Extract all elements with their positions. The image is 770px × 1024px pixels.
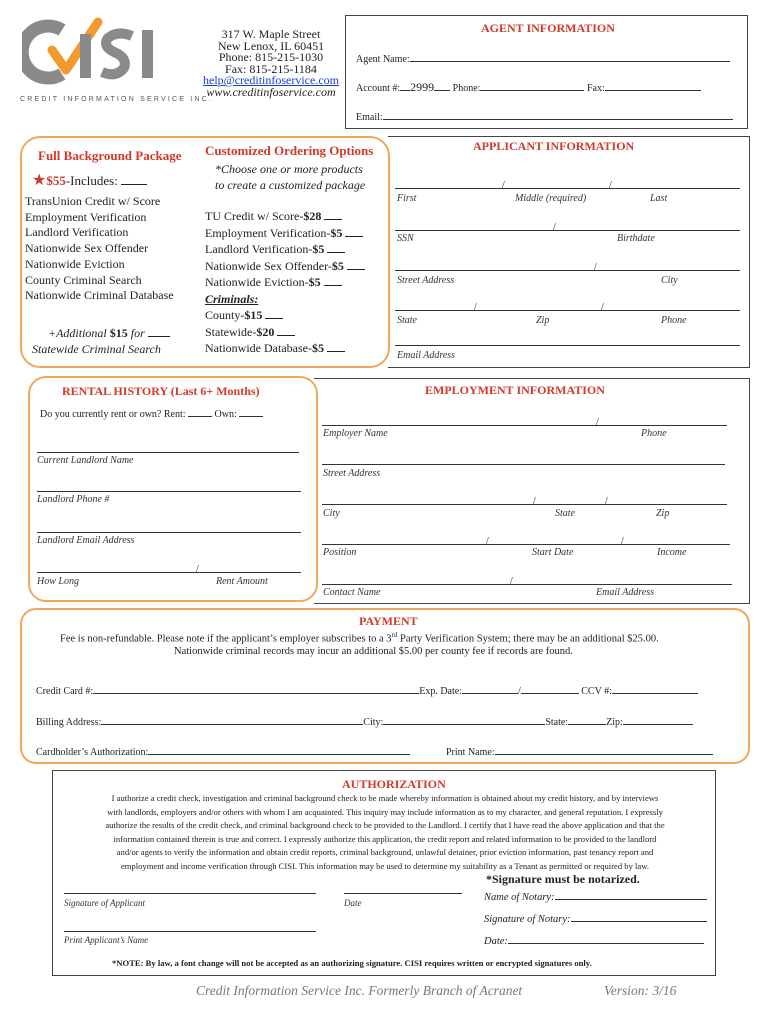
full-package-includes: -Includes: <box>65 173 118 188</box>
account-value: 2999 <box>410 80 435 94</box>
footer-version: Version: 3/16 <box>604 983 677 998</box>
contact-name-label: Contact Name <box>323 587 381 598</box>
logo-tagline: CREDIT INFORMATION SERVICE INC. <box>20 96 214 103</box>
authorization-heading: AUTHORIZATION <box>342 777 446 791</box>
applicant-signature-label: Signature of Applicant <box>64 898 145 908</box>
billing-address-label: Billing Address: <box>36 717 102 728</box>
exp-date-label: Exp. Date: <box>419 686 462 697</box>
agent-information-box <box>345 15 748 129</box>
how-long-field[interactable] <box>37 572 301 573</box>
billing-state-label: State: <box>545 717 569 728</box>
authorization-text: I authorize a credit check, investigation and criminal background check to be made whereby information is obtained about my credit history, and by interviews with landlords, employers and/or others with whom I am acquainted. This inquiry may include information as to my character, and general reputation. I expressly authorize the results of the credit check, and criminal background check to be provided to the Landlord. I certify that I have read the above application and that the information contained therein is true and correct. I expressly authorize this application, the credit report and related information to be provided to the landlord and/or agents to verify the information and obtain credit reports, criminal background, unlawful detainer, prior eviction information, past tenancy report and employment and income verification through CISI. This information may be used to determine my suitability as a Tenant as permitted or required by law. <box>105 793 665 871</box>
logo-mark-icon <box>22 16 188 86</box>
company-website-link[interactable]: www.creditinfoservice.com <box>206 84 336 99</box>
print-applicant-name-label: Print Applicant’s Name <box>64 935 149 945</box>
criminal-item: County-$15 <box>205 307 365 324</box>
custom-note-line1: *Choose one or more products <box>215 162 363 176</box>
custom-checkbox[interactable] <box>327 244 345 253</box>
payment-note-2: Nationwide criminal records may incur an additional $5.00 per county fee if records are found. <box>174 646 573 657</box>
billing-city-label: City: <box>363 717 384 728</box>
position-field[interactable] <box>322 544 730 545</box>
account-label: Account #: <box>356 83 401 94</box>
employer-street-label: Street Address <box>323 468 381 479</box>
employer-name-field[interactable] <box>322 425 727 426</box>
applicant-email-field[interactable] <box>395 345 740 346</box>
full-item: Nationwide Sex Offender <box>25 241 149 256</box>
agent-email-label: Email: <box>356 112 383 123</box>
company-email-link[interactable]: help@creditinfoservice.com <box>203 73 339 87</box>
criminals-label: Criminals: <box>205 291 259 306</box>
income-label: Income <box>657 547 687 558</box>
employer-name-label: Employer Name <box>323 428 388 439</box>
additional-checkbox[interactable] <box>148 328 170 337</box>
ssn-field[interactable] <box>395 230 740 231</box>
criminal-item: Statewide-$20 <box>205 324 365 341</box>
notary-name-label: Name of Notary: <box>484 892 555 903</box>
criminal-checkbox[interactable] <box>277 327 295 336</box>
notarized-note: *Signature must be notarized. <box>486 872 640 886</box>
contact-email-label: Email Address <box>596 587 655 598</box>
custom-item: Nationwide Sex Offender-$5 <box>205 258 365 275</box>
applicant-state-label: State <box>397 315 417 326</box>
rental-heading: RENTAL HISTORY (Last 6+ Months) <box>62 384 260 398</box>
applicant-city-label: City <box>661 275 678 286</box>
payment-note-sup: rd <box>391 631 398 639</box>
landlord-email-field[interactable] <box>37 532 301 533</box>
rent-amount-label: Rent Amount <box>216 576 268 587</box>
applicant-email-label: Email Address <box>397 350 456 361</box>
signature-date-label: Date <box>344 898 362 908</box>
applicant-street-label: Street Address <box>397 275 455 286</box>
applicant-zip-label: Zip <box>536 315 550 326</box>
full-item: Nationwide Criminal Database <box>25 288 174 303</box>
agent-fax-field[interactable] <box>605 82 701 91</box>
applicant-information-box <box>388 136 750 368</box>
custom-item: Landlord Verification-$5 <box>205 241 365 258</box>
full-item: Landlord Verification <box>25 225 129 240</box>
birthdate-label: Birthdate <box>617 233 655 244</box>
billing-state-field[interactable] <box>568 716 606 725</box>
custom-item: Nationwide Eviction-$5 <box>205 274 365 291</box>
additional-price: $15 <box>109 326 128 340</box>
rent-own-question: Do you currently rent or own? Rent: <box>40 409 186 420</box>
how-long-label: How Long <box>37 576 79 587</box>
footer-company: Credit Information Service Inc. Formerly Branch of Acranet <box>196 983 523 998</box>
applicant-street-field[interactable] <box>395 270 740 271</box>
company-logo <box>20 16 214 108</box>
payment-note-b: Party Verification System; there may be an additional $25.00. <box>397 633 659 645</box>
additional-statewide: Statewide Criminal Search <box>32 342 161 356</box>
employer-state-label: State <box>555 508 575 519</box>
landlord-name-label: Current Landlord Name <box>37 455 134 466</box>
company-street: 317 W. Maple Street <box>221 27 321 41</box>
employer-city-field[interactable] <box>322 504 727 505</box>
signature-note: *NOTE: By law, a font change will not be accepted as an authorizing signature. CISI requires written or encrypted signatures only. <box>112 958 592 968</box>
exp-year-field[interactable] <box>521 685 579 694</box>
company-city: New Lenox, IL 60451 <box>217 38 325 53</box>
agent-email-field[interactable] <box>383 111 733 120</box>
print-name-label: Print Name: <box>446 747 495 758</box>
custom-checkbox[interactable] <box>324 211 342 220</box>
notary-date-field[interactable] <box>508 935 704 944</box>
landlord-name-field[interactable] <box>37 452 299 453</box>
start-date-label: Start Date <box>532 547 574 558</box>
full-item: TransUnion Credit w/ Score <box>25 194 161 208</box>
print-applicant-name-field[interactable] <box>64 931 316 932</box>
ccv-label: CCV #: <box>581 686 612 697</box>
full-package-price: $55 <box>46 173 66 188</box>
position-label: Position <box>323 547 357 558</box>
agent-heading: AGENT INFORMATION <box>481 21 615 35</box>
full-package-title: Full Background Package <box>38 148 182 163</box>
applicant-state-field[interactable] <box>395 310 740 311</box>
exp-month-field[interactable] <box>462 685 518 694</box>
agent-fax-label: Fax: <box>586 83 605 94</box>
criminal-item: Nationwide Database-$5 <box>205 340 365 357</box>
custom-item: TU Credit w/ Score-$28 <box>205 208 365 225</box>
first-label: First <box>397 193 417 204</box>
billing-zip-label: Zip: <box>606 717 623 728</box>
agent-name-field[interactable] <box>410 53 730 62</box>
signature-date-field[interactable] <box>344 893 462 894</box>
criminal-checkbox[interactable] <box>265 310 283 319</box>
payment-note-a: Fee is non-refundable. Please note if the applicant’s employer subscribes to a 3 <box>60 633 392 645</box>
notary-signature-field[interactable] <box>571 913 707 922</box>
first-name-field[interactable] <box>395 188 740 189</box>
billing-address-field[interactable] <box>101 716 363 725</box>
additional-text: +Additional <box>48 326 110 340</box>
agent-phone-field[interactable] <box>480 82 584 91</box>
own-checkbox[interactable] <box>239 408 263 417</box>
full-package-list <box>25 194 174 304</box>
employer-street-field[interactable] <box>322 464 725 465</box>
employment-heading: EMPLOYMENT INFORMATION <box>425 383 605 397</box>
star-icon: ★ <box>32 172 47 189</box>
cardholder-auth-field[interactable] <box>148 746 410 755</box>
middle-label: Middle (required) <box>515 193 587 204</box>
custom-checkbox[interactable] <box>347 261 365 270</box>
notary-name-field[interactable] <box>555 891 707 900</box>
company-phone: Phone: 815-215-1030 <box>218 50 324 64</box>
custom-item: Employment Verification-$5 <box>205 225 365 242</box>
custom-checkbox[interactable] <box>345 228 363 237</box>
notary-date-label: Date: <box>484 936 508 947</box>
custom-note-line2: to create a customized package <box>215 178 366 192</box>
print-name-field[interactable] <box>495 746 713 755</box>
employment-information-box <box>314 378 750 604</box>
company-fax: Fax: 815-215-1184 <box>225 61 317 76</box>
billing-city-field[interactable] <box>383 716 545 725</box>
additional-for: for <box>127 326 145 340</box>
custom-options-title: Customized Ordering Options <box>205 143 374 158</box>
landlord-phone-label: Landlord Phone # <box>37 494 110 505</box>
custom-checkbox[interactable] <box>324 277 342 286</box>
agent-name-label: Agent Name: <box>356 54 410 65</box>
full-item: County Criminal Search <box>25 272 142 287</box>
landlord-phone-field[interactable] <box>37 491 301 492</box>
cardholder-auth-label: Cardholder’s Authorization: <box>36 747 149 758</box>
employer-phone-label: Phone <box>641 428 667 439</box>
billing-zip-field[interactable] <box>623 716 693 725</box>
full-item: Employment Verification <box>25 209 147 224</box>
company-address <box>196 29 346 98</box>
employer-zip-label: Zip <box>656 508 670 519</box>
full-package-checkbox[interactable] <box>121 176 147 185</box>
credit-card-label: Credit Card #: <box>36 686 94 697</box>
contact-name-field[interactable] <box>322 584 732 585</box>
agent-phone-label: Phone: <box>452 83 481 94</box>
applicant-phone-label: Phone <box>661 315 687 326</box>
applicant-heading: APPLICANT INFORMATION <box>473 139 635 153</box>
payment-heading: PAYMENT <box>359 614 418 628</box>
notary-signature-label: Signature of Notary: <box>484 914 571 925</box>
rent-checkbox[interactable] <box>188 408 212 417</box>
own-label: Own: <box>214 409 237 420</box>
full-item: Nationwide Eviction <box>25 256 125 271</box>
landlord-email-label: Landlord Email Address <box>37 535 135 546</box>
last-label: Last <box>650 193 668 204</box>
criminal-checkbox[interactable] <box>327 343 345 352</box>
ssn-label: SSN <box>397 233 414 244</box>
custom-options-list <box>205 208 365 357</box>
employer-city-label: City <box>323 508 340 519</box>
credit-card-field[interactable] <box>93 685 419 694</box>
ccv-field[interactable] <box>612 685 698 694</box>
applicant-signature-field[interactable] <box>64 893 316 894</box>
account-field[interactable] <box>434 82 450 91</box>
